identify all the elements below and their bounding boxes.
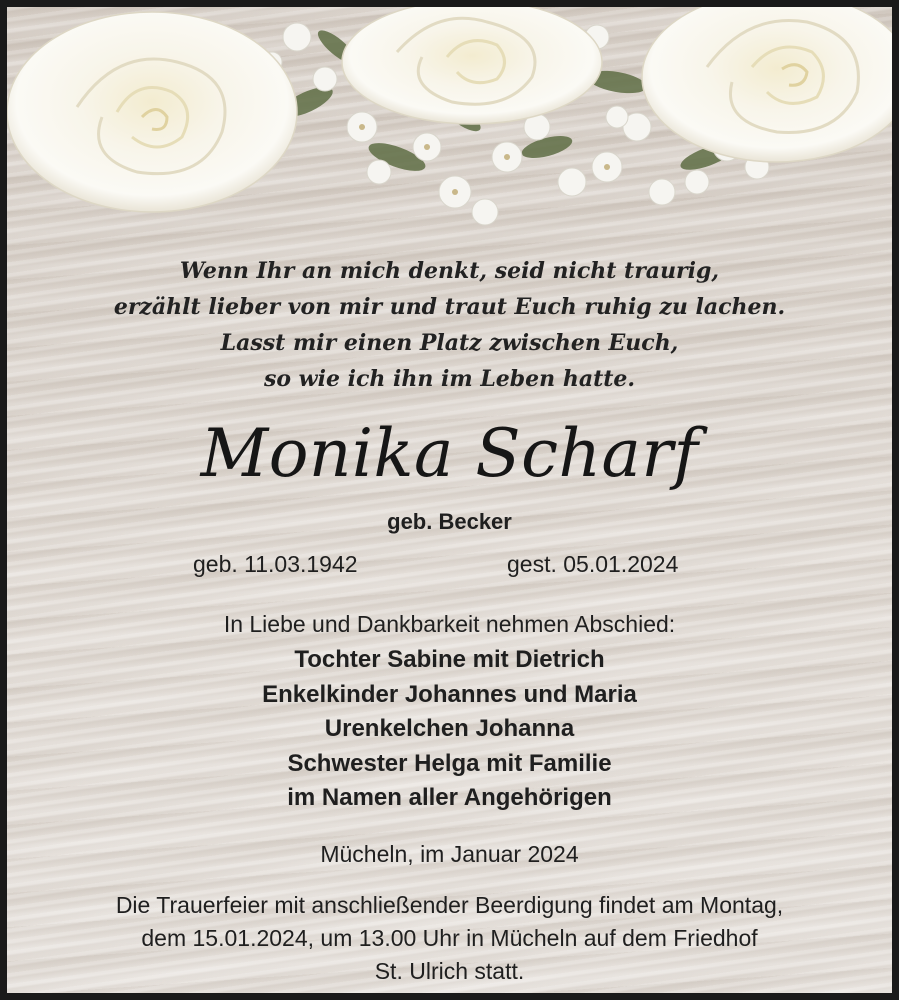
life-dates: [7, 551, 892, 585]
mourners-list: [7, 643, 892, 816]
mourner-line: im Namen aller Angehörigen: [287, 784, 612, 811]
mourners-intro: In Liebe und Dankbarkeit nehmen Abschied:: [223, 611, 676, 637]
maiden-name: geb. Becker: [387, 509, 512, 534]
poem-line: so wie ich ihn im Leben hatte.: [263, 366, 636, 392]
poem: [7, 253, 892, 397]
death-date: gest. 05.01.2024: [507, 551, 679, 577]
funeral-line: St. Ulrich statt.: [374, 958, 525, 984]
mourner-line: Enkelkinder Johannes und Maria: [262, 680, 637, 708]
place-date: Mücheln, im Januar 2024: [320, 841, 579, 867]
poem-line: Wenn Ihr an mich denkt, seid nicht traurig,: [179, 258, 720, 284]
deceased-name: Monika Scharf: [200, 415, 699, 492]
mourner-line: Tochter Sabine mit Dietrich: [294, 646, 605, 673]
funeral-notice: [7, 889, 892, 988]
funeral-line: dem 15.01.2024, um 13.00 Uhr in Mücheln auf dem Friedhof: [141, 925, 758, 951]
poem-line: Lasst mir einen Platz zwischen Euch,: [220, 330, 679, 356]
funeral-line: Die Trauerfeier mit anschließender Beerdigung findet am Montag,: [115, 892, 784, 918]
mourner-line: Schwester Helga mit Familie: [287, 749, 612, 777]
white-roses-image: [7, 7, 892, 237]
birth-date: geb. 11.03.1942: [193, 551, 358, 577]
poem-line: erzählt lieber von mir und traut Euch ruhig zu lachen.: [113, 294, 786, 320]
mourner-line: Urenkelchen Johanna: [324, 715, 575, 742]
